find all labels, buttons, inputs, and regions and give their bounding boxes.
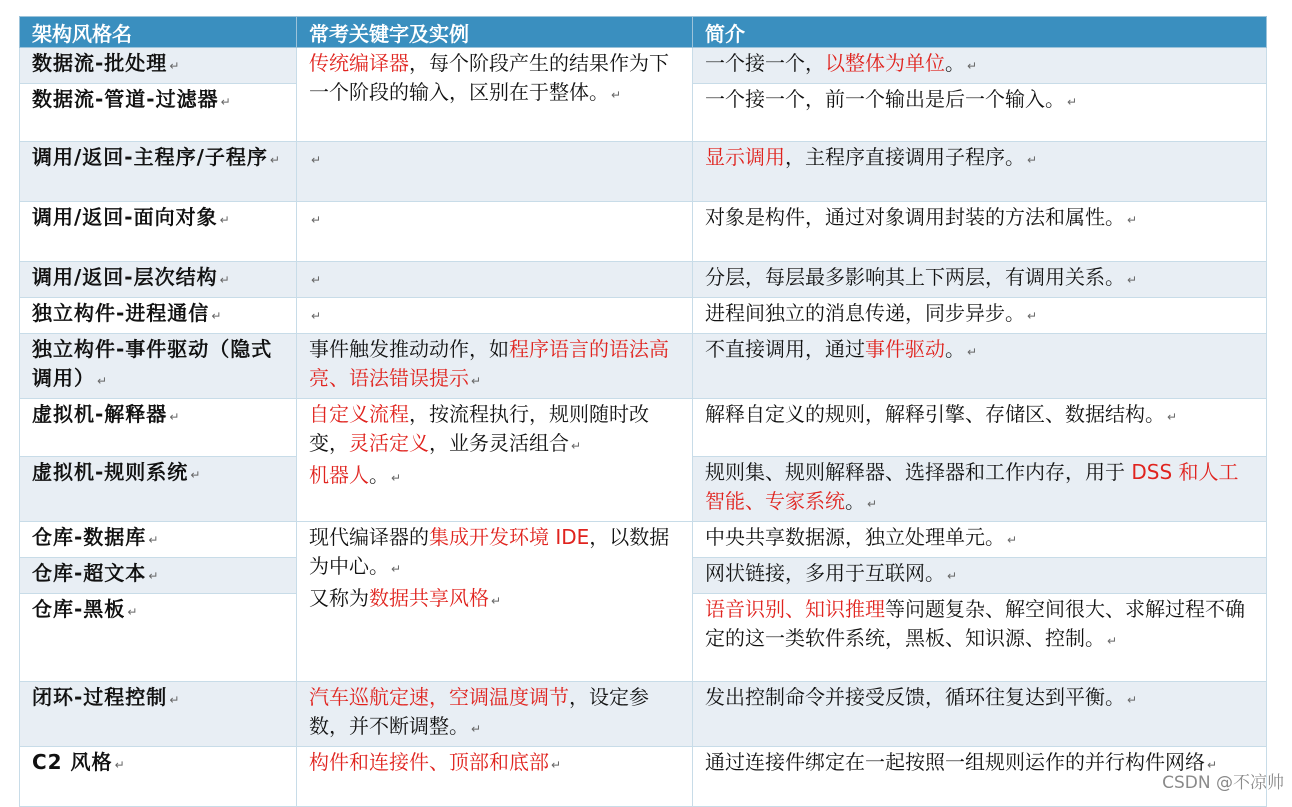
keywords-cell: 传统编译器，每个阶段产生的结果作为下一个阶段的输入，区别在于整体。 ↵	[297, 48, 693, 142]
header-row	[20, 17, 1267, 48]
intro-cell: 不直接调用，通过事件驱动。 ↵	[693, 334, 1267, 399]
table-row	[20, 298, 1267, 334]
table-row	[20, 682, 1267, 747]
intro-cell: 进程间独立的消息传递，同步异步。 ↵	[693, 298, 1267, 334]
intro-cell: 规则集、规则解释器、选择器和工作内存，用于 DSS 和人工智能、专家系统。 ↵	[693, 457, 1267, 522]
table-row	[20, 48, 1267, 84]
table-row	[20, 202, 1267, 262]
keywords-cell: 构件和连接件、顶部和底部 ↵	[297, 747, 693, 807]
header-style-name: 架构风格名	[20, 17, 297, 48]
intro-cell: 语音识别、知识推理等问题复杂、解空间很大、求解过程不确定的这一类软件系统，黑板、知识源、控制。 ↵	[693, 594, 1267, 682]
style-name-cell: 调用/返回-面向对象 ↵	[20, 202, 297, 262]
keywords-cell: 自定义流程，按流程执行，规则随时改变，灵活定义，业务灵活组合 ↵ 机器人。 ↵	[297, 399, 693, 522]
style-name-cell: 闭环-过程控制 ↵	[20, 682, 297, 747]
keywords-cell: ↵	[297, 262, 693, 298]
csdn-watermark: CSDN @不凉帅	[1162, 773, 1284, 793]
keywords-cell: 现代编译器的集成开发环境 IDE，以数据为中心。 ↵ 又称为数据共享风格 ↵	[297, 522, 693, 682]
intro-cell: 解释自定义的规则，解释引擎、存储区、数据结构。 ↵	[693, 399, 1267, 457]
keywords-cell: ↵	[297, 202, 693, 262]
table-row	[20, 262, 1267, 298]
intro-cell: 发出控制命令并接受反馈，循环往复达到平衡。 ↵	[693, 682, 1267, 747]
intro-cell: 显示调用，主程序直接调用子程序。 ↵	[693, 142, 1267, 202]
intro-cell: 通过连接件绑定在一起按照一组规则运作的并行构件网络 ↵	[693, 747, 1267, 807]
intro-cell: 分层，每层最多影响其上下两层，有调用关系。 ↵	[693, 262, 1267, 298]
table-row	[20, 522, 1267, 558]
intro-cell: 对象是构件，通过对象调用封装的方法和属性。 ↵	[693, 202, 1267, 262]
keywords-cell: 事件触发推动动作，如程序语言的语法高亮、语法错误提示 ↵	[297, 334, 693, 399]
keywords-cell: ↵	[297, 298, 693, 334]
style-name-cell: 数据流-管道-过滤器 ↵	[20, 84, 297, 142]
style-name-cell: 独立构件-进程通信 ↵	[20, 298, 297, 334]
style-name-cell: 仓库-超文本 ↵	[20, 558, 297, 594]
table-row	[20, 747, 1267, 807]
header-keywords: 常考关键字及实例	[297, 17, 693, 48]
intro-cell: 一个接一个，前一个输出是后一个输入。 ↵	[693, 84, 1267, 142]
style-name-cell: 虚拟机-解释器 ↵	[20, 399, 297, 457]
style-name-cell: 仓库-数据库 ↵	[20, 522, 297, 558]
style-name-cell: 调用/返回-主程序/子程序 ↵	[20, 142, 297, 202]
table-row	[20, 399, 1267, 457]
table-row	[20, 142, 1267, 202]
architecture-style-table	[19, 16, 1267, 807]
keywords-cell: 汽车巡航定速，空调温度调节，设定参数，并不断调整。 ↵	[297, 682, 693, 747]
style-name-cell: 虚拟机-规则系统 ↵	[20, 457, 297, 522]
table-row	[20, 334, 1267, 399]
style-name-cell: 仓库-黑板 ↵	[20, 594, 297, 682]
style-name-cell: 调用/返回-层次结构 ↵	[20, 262, 297, 298]
style-name-cell: 独立构件-事件驱动（隐式调用） ↵	[20, 334, 297, 399]
style-name-cell: C2 风格 ↵	[20, 747, 297, 807]
intro-cell: 网状链接，多用于互联网。 ↵	[693, 558, 1267, 594]
keywords-cell: ↵	[297, 142, 693, 202]
intro-cell: 一个接一个，以整体为单位。 ↵	[693, 48, 1267, 84]
intro-cell: 中央共享数据源，独立处理单元。 ↵	[693, 522, 1267, 558]
header-intro: 简介	[693, 17, 1267, 48]
style-name-cell: 数据流-批处理 ↵	[20, 48, 297, 84]
